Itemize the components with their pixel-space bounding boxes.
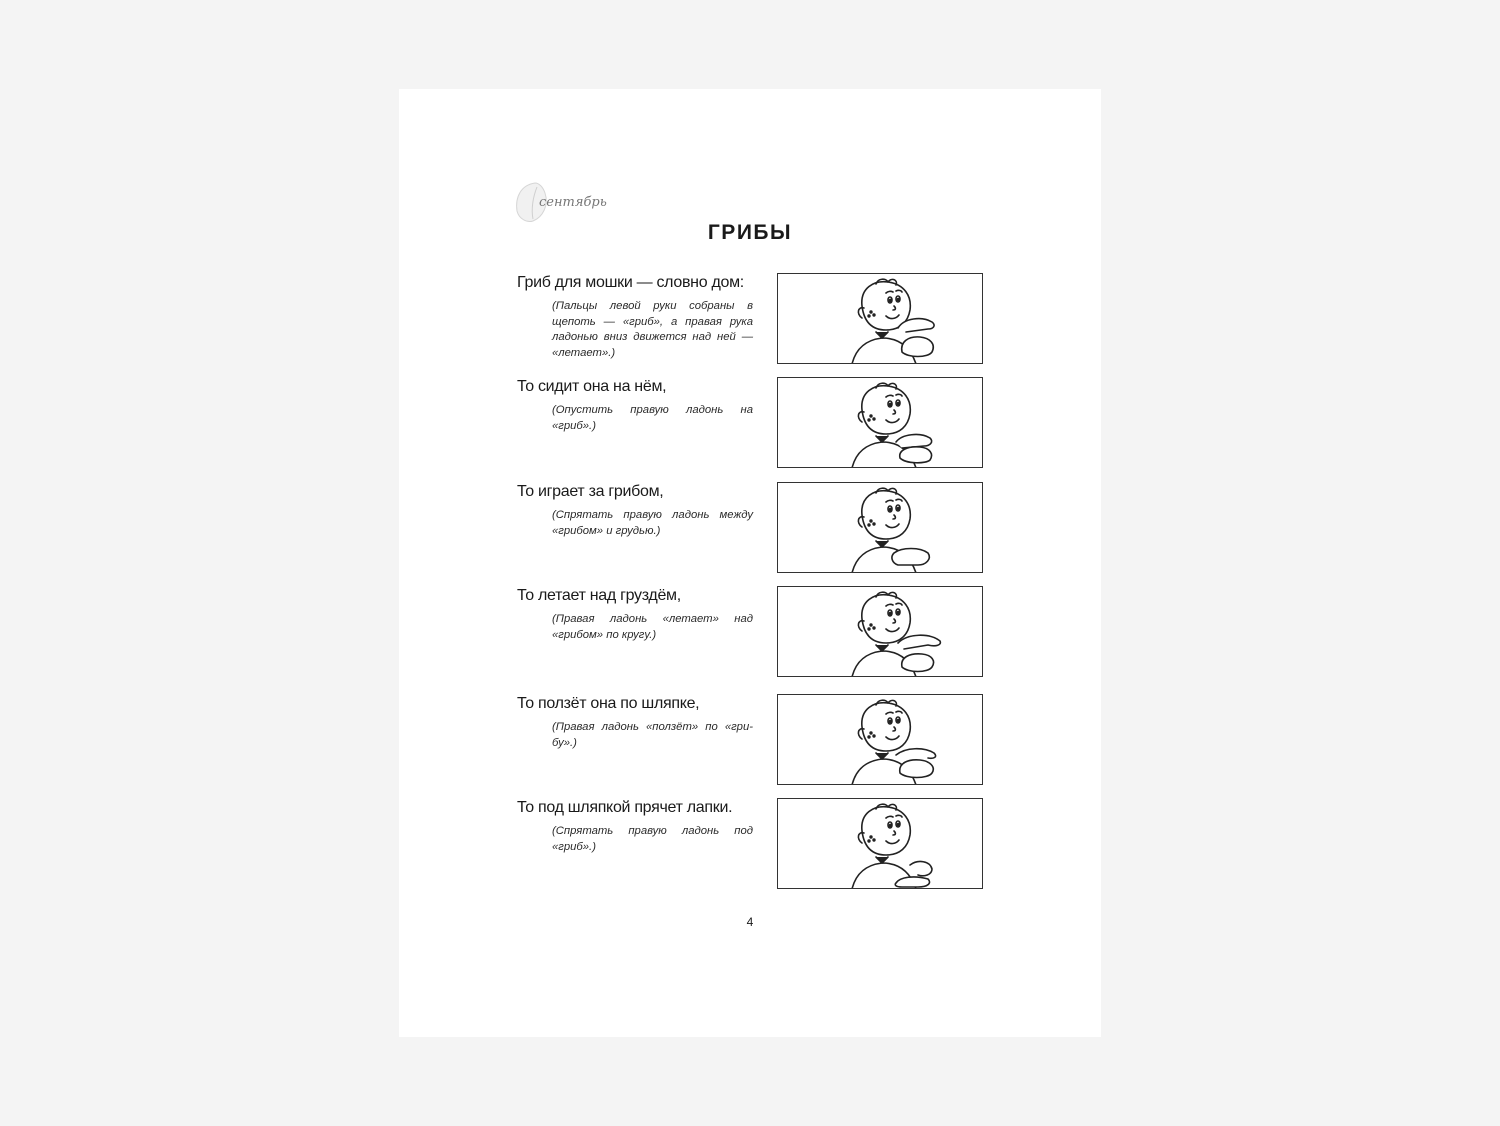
verse-line: То летает над груздём, [517,587,681,604]
illustration-panel-1 [777,273,983,364]
verse-3 [517,482,753,539]
child-hands-gesture-illustration [778,799,983,889]
illustration-panel-4 [777,586,983,677]
verse-line: То под шляпкой прячет лапки. [517,799,733,816]
month-label: сентябрь [539,195,607,210]
book-page [399,89,1101,1037]
verse-5 [517,694,753,751]
verse-line: Гриб для мошки — словно дом: [517,274,744,291]
verse-line: То ползёт она по шляпке, [517,695,700,712]
verse-note: (Правая ладонь «ползёт» по «гри-бу».) [552,721,753,749]
illustration-panel-3 [777,482,983,573]
verse-line: То сидит она на нём, [517,378,667,395]
illustration-panel-5 [777,694,983,785]
verse-note: (Спрятать правую ладонь между «грибом» и грудью.) [552,509,753,537]
child-hands-gesture-illustration [778,483,983,573]
child-hands-gesture-illustration [778,587,983,677]
child-hands-gesture-illustration [778,274,983,364]
illustration-panel-6 [777,798,983,889]
child-hands-gesture-illustration [778,378,983,468]
verse-note: (Опустить правую ладонь на «гриб».) [552,404,753,432]
page-title: ГРИБЫ [707,221,793,244]
page-number: 4 [746,915,754,929]
verse-4 [517,586,753,643]
verse-note: (Пальцы левой руки собраны в щепоть — «гриб», а правая рука ладонью вниз движется над ней — «летает».) [552,300,753,359]
verse-line: То играет за грибом, [517,483,664,500]
verse-1 [517,273,753,361]
verse-note: (Правая ладонь «летает» над «грибом» по кругу.) [552,613,753,641]
verse-6 [517,798,753,855]
verse-note: (Спрятать правую ладонь под «гриб».) [552,825,753,853]
child-hands-gesture-illustration [778,695,983,785]
verse-2 [517,377,753,434]
illustration-panel-2 [777,377,983,468]
